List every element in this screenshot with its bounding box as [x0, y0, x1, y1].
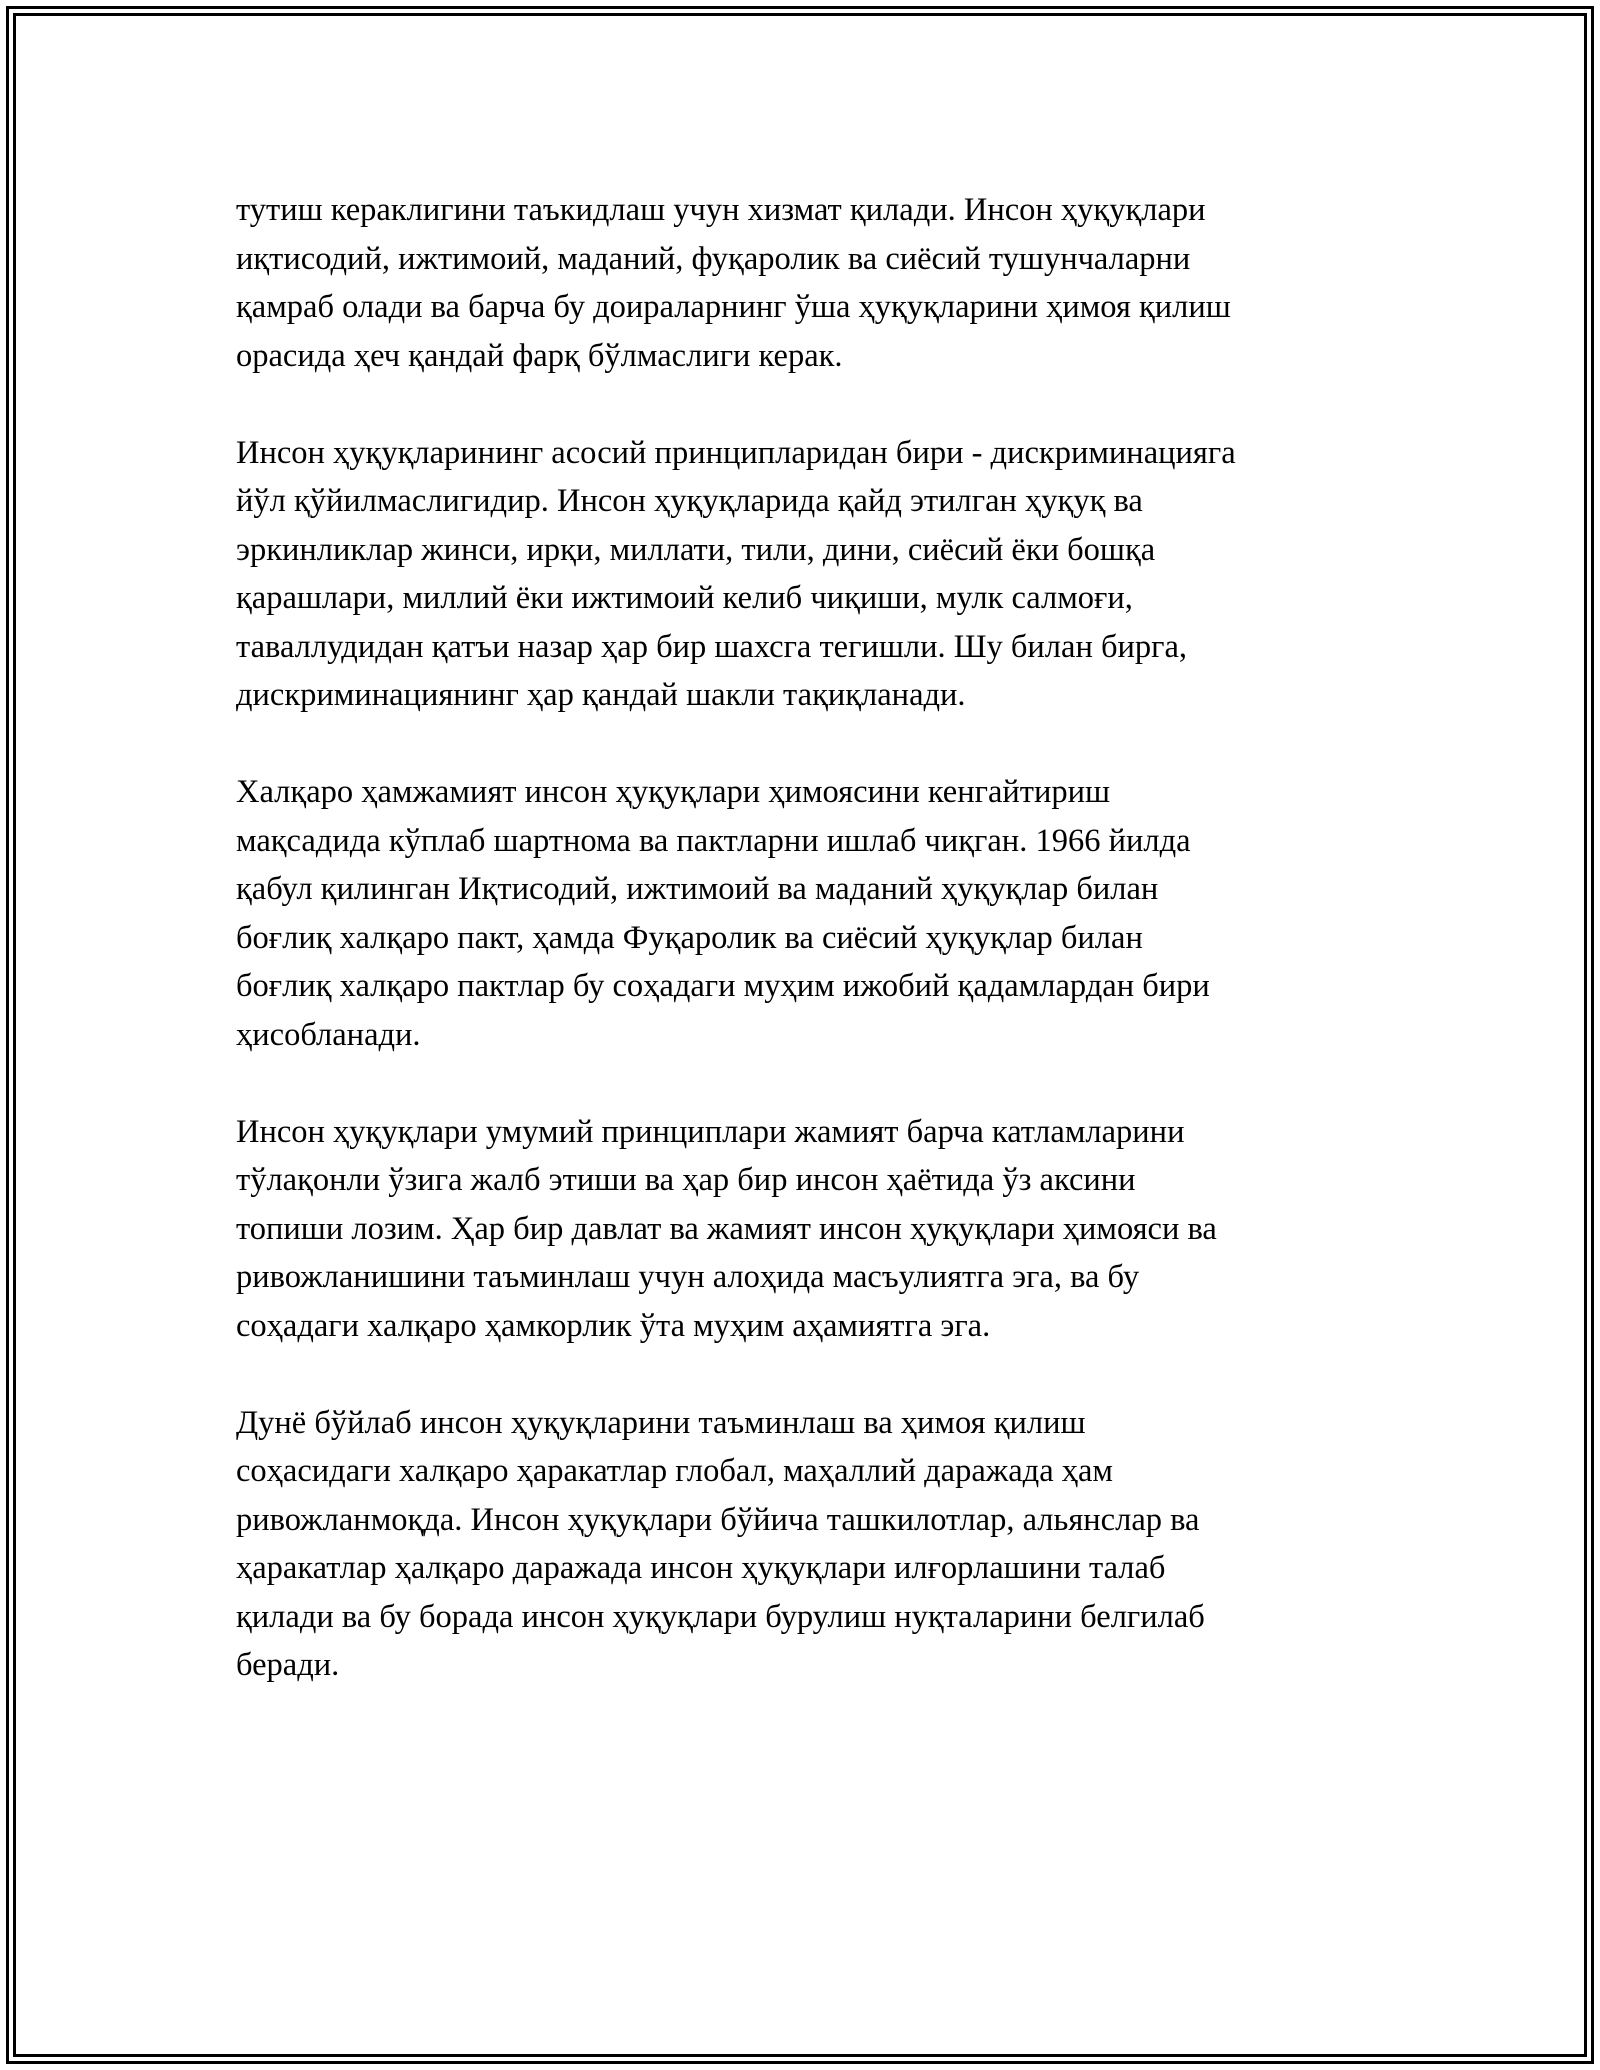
text-line: боғлиқ халқаро пактлар бу соҳадаги муҳим ижобий қадамлардан бири	[236, 968, 1210, 1004]
text-line: мақсадида кўплаб шартнома ва пактларни ишлаб чиқган. 1966 йилда	[236, 822, 1191, 859]
text-line: Инсон ҳуқуқларининг асосий принципларидан бири - дискриминацияга	[236, 434, 1236, 471]
text-line: ривожланишини таъминлаш учун алоҳида масъулиятга эга, ва бу	[236, 1259, 1140, 1295]
text-line: қилади ва бу борада инсон ҳуқуқлари бурулиш нуқталарини белгилаб	[236, 1598, 1205, 1635]
text-line: ривожланмоқда. Инсон ҳуқуқлари бўйича ташкилотлар, альянслар ва	[236, 1501, 1200, 1538]
text-line: ҳисобланади.	[236, 1016, 421, 1053]
text-line: ҳаракатлар ҳалқаро даражада инсон ҳуқуқлари илғорлашини талаб	[236, 1550, 1166, 1586]
paragraph	[236, 186, 1396, 380]
text-line: қабул қилинган Иқтисодий, ижтимоий ва маданий ҳуқуқлар билан	[236, 871, 1159, 907]
text-line: соҳадаги халқаро ҳамкорлик ўта муҳим аҳамиятга эга.	[236, 1307, 991, 1344]
text-line: таваллудидан қатъи назар ҳар бир шахсга тегишли. Шу билан бирга,	[236, 628, 1188, 665]
paragraph	[236, 429, 1396, 720]
paragraph	[236, 768, 1396, 1059]
text-line: Дунё бўйлаб инсон ҳуқуқларини таъминлаш ва ҳимоя қилиш	[236, 1404, 1086, 1441]
text-line: орасида ҳеч қандай фарқ бўлмаслиги керак.	[236, 337, 843, 374]
text-line: қарашлари, миллий ёки ижтимоий келиб чиқиши, мулк салмоғи,	[236, 580, 1133, 616]
text-line: топиши лозим. Ҳар бир давлат ва жамият инсон ҳуқуқлари ҳимояси ва	[236, 1210, 1217, 1247]
text-line: Халқаро ҳамжамият инсон ҳуқуқлари ҳимоясини кенгайтириш	[236, 774, 1111, 810]
text-line: боғлиқ халқаро пакт, ҳамда Фуқаролик ва сиёсий ҳуқуқлар билан	[236, 919, 1143, 956]
text-line: иқтисодий, ижтимоий, маданий, фуқаролик ва сиёсий тушунчаларни	[236, 240, 1191, 277]
text-line: Инсон ҳуқуқлари умумий принциплари жамият барча катламларини	[236, 1113, 1185, 1150]
paragraph	[236, 1108, 1396, 1351]
text-line: йўл қўйилмаслигидир. Инсон ҳуқуқларида қайд этилган ҳуқуқ ва	[236, 483, 1143, 519]
text-line: беради.	[236, 1647, 340, 1683]
document-body	[236, 186, 1396, 1738]
text-line: тўлақонли ўзига жалб этиши ва ҳар бир инсон ҳаётида ўз аксини	[236, 1162, 1136, 1198]
text-line: тутиш кераклигини таъкидлаш учун хизмат қилади. Инсон ҳуқуқлари	[236, 192, 1206, 228]
text-line: қамраб олади ва барча бу доираларнинг ўша ҳуқуқларини ҳимоя қилиш	[236, 289, 1231, 325]
text-line: соҳасидаги халқаро ҳаракатлар глобал, маҳаллий даражада ҳам	[236, 1453, 1113, 1489]
text-line: дискриминациянинг ҳар қандай шакли тақиқланади.	[236, 677, 966, 713]
paragraph	[236, 1399, 1396, 1690]
text-line: эркинликлар жинси, ирқи, миллати, тили, дини, сиёсий ёки бошқа	[236, 531, 1156, 568]
